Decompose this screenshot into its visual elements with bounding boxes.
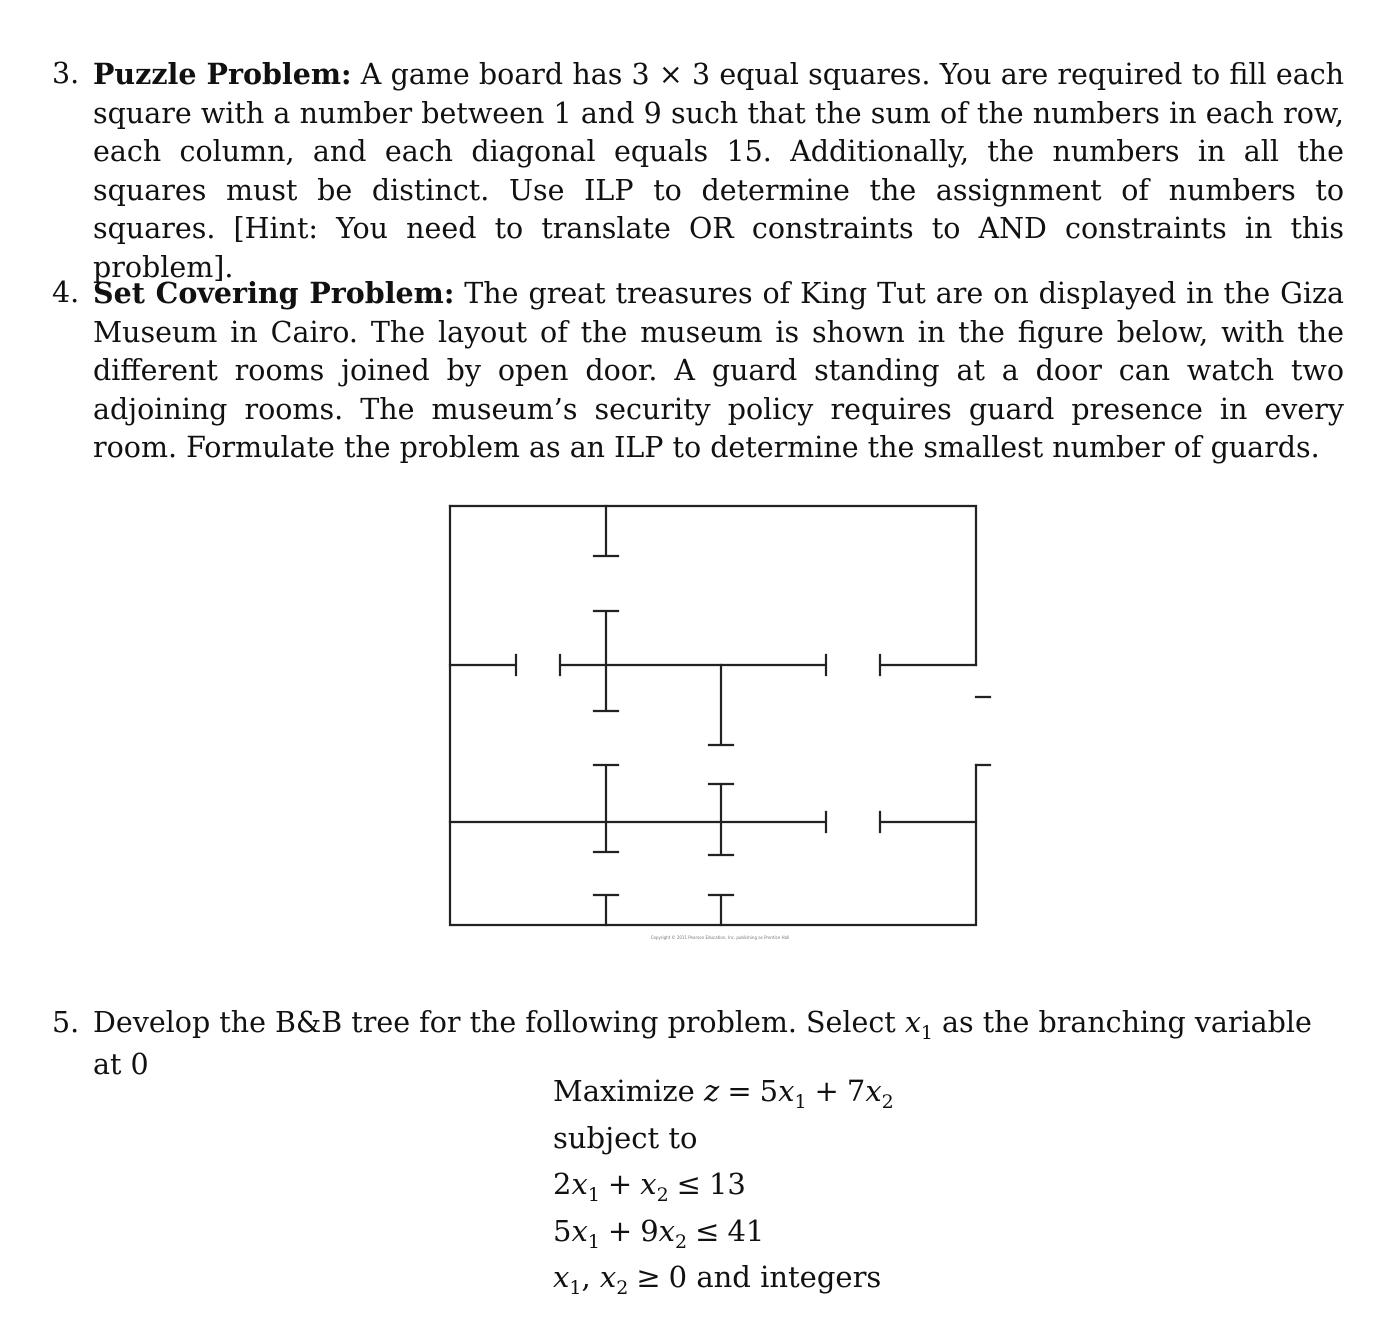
wall-vertical-center [709, 665, 733, 745]
sub: 1 [587, 1230, 600, 1253]
operator: + [814, 1074, 839, 1108]
coef: 2 [553, 1167, 572, 1201]
problem-number: 3. [52, 57, 80, 90]
var: x [571, 1213, 588, 1248]
operator: + [607, 1167, 633, 1201]
operator: ≤ [695, 1213, 720, 1248]
problem-4 [52, 274, 1344, 468]
comma: , [581, 1260, 591, 1294]
coef: 5 [759, 1074, 779, 1108]
problem-number: 4. [52, 276, 80, 309]
coef: 9 [640, 1213, 659, 1248]
figure-copyright: Copyright © 2011 Pearson Education, Inc. publishing as Prentice Hall [650, 935, 790, 940]
rhs: 0 [668, 1260, 688, 1294]
sub: 1 [587, 1184, 600, 1206]
sub: 2 [881, 1091, 894, 1113]
problem-body [93, 55, 1344, 288]
wall-right-row1 [880, 655, 990, 697]
rhs: 13 [708, 1167, 746, 1201]
museum-floor-plan [440, 500, 1000, 945]
linear-program [553, 1068, 894, 1301]
var: x [599, 1260, 617, 1294]
operator: ≥ [636, 1260, 661, 1294]
rhs: 41 [727, 1213, 765, 1248]
wall-row2 [450, 812, 826, 832]
sub: 1 [794, 1091, 807, 1113]
sub: 2 [616, 1277, 629, 1299]
coef: 7 [846, 1074, 866, 1108]
outer-wall-bottom-left [450, 506, 976, 925]
sub: 1 [569, 1277, 582, 1299]
lp-subject-to: subject to [553, 1120, 698, 1155]
sub: 2 [675, 1230, 688, 1253]
wall-right-row2 [880, 812, 976, 832]
problem-text: The great treasures of King Tut are on displayed in the Giza Museum in Cairo. The layout of the museum is shown in the figure below, with the different rooms joined by open door. A guard standing at a door can watch two adjoining rooms. The museum’s security policy requires guard presence in every room. Formulate the problem as an ILP to determine the smallest number of guards. [93, 277, 1345, 465]
wall-top-partition [594, 506, 618, 556]
problem-text-before: Develop the B&B tree for the following problem. Select [93, 1006, 896, 1039]
branch-variable: x [904, 1006, 921, 1039]
problem-number: 5. [52, 1006, 80, 1039]
lp-constraint-2 [553, 1208, 894, 1255]
wall-bottom-stub-left [594, 895, 618, 925]
museum-floor-plan-drawing [440, 500, 1000, 945]
objective-label: Maximize [553, 1074, 695, 1108]
problem-heading: Set Covering Problem: [93, 276, 455, 310]
operator: ≤ [676, 1167, 701, 1201]
var: x [640, 1167, 657, 1201]
lp-nonnegativity [553, 1254, 894, 1301]
problem-heading: Puzzle Problem: [93, 57, 352, 91]
wall-left-row1 [450, 655, 516, 675]
problem-body [93, 274, 1344, 468]
branch-variable-subscript: 1 [920, 1022, 933, 1044]
var: x [658, 1213, 676, 1248]
problem-text-after: as the branching variable at 0 [93, 1006, 1312, 1081]
wall-mid-row1 [560, 655, 826, 675]
objective-variable: z [704, 1074, 720, 1108]
var: x [553, 1260, 570, 1294]
integers-label: and integers [696, 1260, 882, 1294]
wall-vertical-lower-left [594, 765, 618, 852]
lp-constraint-1 [553, 1161, 894, 1208]
wall-vertical-lower-center [709, 784, 733, 855]
var: x [778, 1074, 795, 1108]
wall-bottom-stub-center [709, 895, 733, 925]
var: x [571, 1167, 588, 1201]
var: x [865, 1074, 882, 1108]
wall-vertical-center-left [594, 611, 618, 711]
lp-objective: Maximize $z = 5x_1 + 7x_2$ [553, 1074, 894, 1113]
coef: 5 [553, 1213, 572, 1248]
problem-text: A game board has 3 × 3 equal squares. You are required to fill each square with a number between 1 and 9 such that the sum of the numbers in each row, each column, and each diagonal equals 15. Additionally, the numbers in all the squares must be distinct. Use ILP to determine the assignment of numbers to squares. [Hint: You need to translate OR constraints to AND constraints in this problem]. [93, 58, 1345, 284]
outer-wall-top-right [450, 506, 976, 665]
problem-3 [52, 55, 1344, 288]
operator: + [607, 1213, 633, 1248]
sub: 2 [656, 1184, 669, 1206]
